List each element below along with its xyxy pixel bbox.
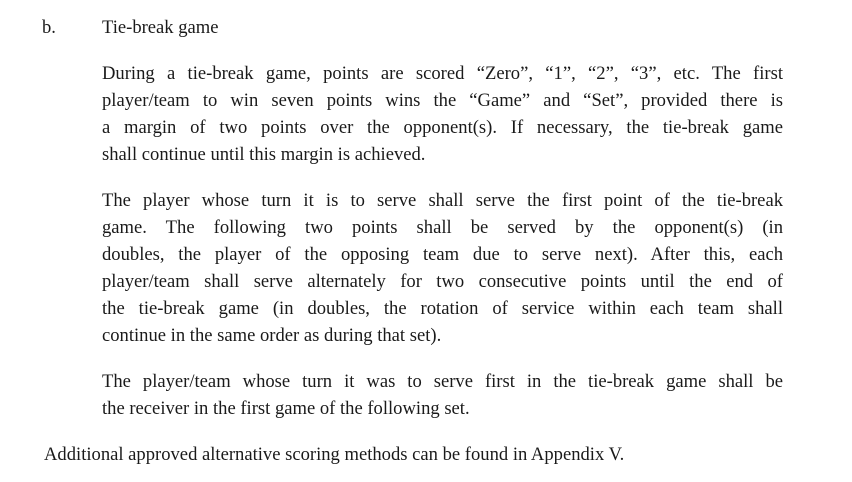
text-line: the receiver in the first game of the following set.	[102, 398, 470, 419]
section-heading	[42, 14, 852, 41]
text-line: game. The following two points shall be served by the opponent(s) (in	[102, 217, 783, 238]
section-marker: b.	[42, 17, 56, 38]
text-line: The player whose turn it is to serve shall serve the first point of the tie-break	[102, 190, 783, 211]
text-line: player/team to win seven points wins the “Game” and “Set”, provided there is	[102, 90, 783, 111]
text-line: shall continue until this margin is achieved.	[102, 144, 426, 165]
appendix-note: Additional approved alternative scoring methods can be found in Appendix V.	[44, 444, 625, 465]
text-line: a margin of two points over the opponent(s). If necessary, the tie-break game	[102, 117, 783, 138]
paragraph-serving-order	[102, 187, 783, 349]
text-line: doubles, the player of the opposing team due to serve next). After this, each	[102, 244, 783, 265]
text-line: player/team shall serve alternately for two consecutive points until the end of	[102, 271, 783, 292]
paragraph-scoring	[102, 60, 783, 168]
text-line: continue in the same order as during that set).	[102, 325, 442, 346]
text-line: During a tie-break game, points are scored “Zero”, “1”, “2”, “3”, etc. The first	[102, 63, 783, 84]
text-line: the tie-break game (in doubles, the rotation of service within each team shall	[102, 298, 783, 319]
section-title: Tie-break game	[102, 17, 219, 38]
text-line: The player/team whose turn it was to serve first in the tie-break game shall be	[102, 371, 783, 392]
paragraph-next-set-receiver	[102, 368, 783, 422]
